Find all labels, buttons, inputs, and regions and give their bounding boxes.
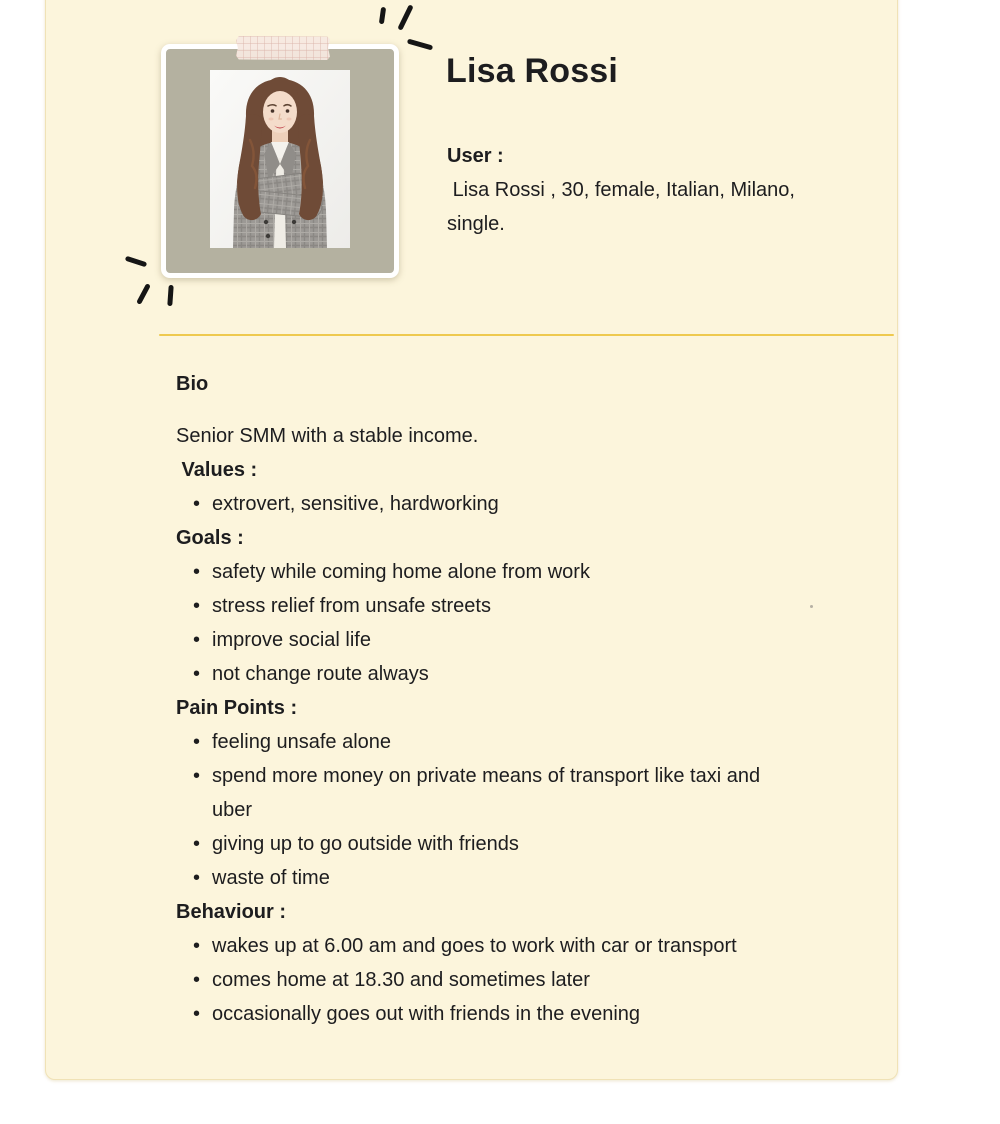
bio-section-label: Behaviour : (176, 901, 287, 923)
bio-list (176, 725, 898, 895)
bio-sections (176, 453, 898, 1031)
sparkle-doodle-bottom-left-icon (125, 256, 147, 268)
bio-intro: Senior SMM with a stable income. (176, 425, 479, 447)
section-divider (159, 334, 894, 336)
dust-speck (810, 605, 813, 608)
bio-item: • not change route always (176, 657, 792, 691)
bio-list (176, 929, 898, 1031)
sparkle-doodle-top-right-icon (379, 7, 386, 24)
user-text: Lisa Rossi , 30, female, Italian, Milano, single. (447, 179, 801, 235)
persona-photo (210, 70, 350, 248)
bio-list (176, 555, 898, 691)
user-summary (447, 139, 847, 241)
photo-frame (161, 44, 399, 278)
bio-item: • giving up to go outside with friends (176, 827, 792, 861)
page-title: Lisa Rossi (446, 52, 619, 90)
bio-item: • stress relief from unsafe streets (176, 589, 792, 623)
bio-item: • extrovert, sensitive, hardworking (176, 487, 792, 521)
bio-block (176, 370, 898, 1031)
sparkle-doodle-bottom-left-icon (167, 285, 173, 306)
bio-item: • feeling unsafe alone (176, 725, 792, 759)
washi-tape-icon (236, 36, 330, 60)
bio-list (176, 487, 898, 521)
bio-section-label: Values : (176, 459, 258, 481)
bio-heading: Bio (176, 373, 209, 395)
sparkle-doodle-top-right-icon (407, 39, 433, 51)
bio-item: • waste of time (176, 861, 792, 895)
bio-item: • safety while coming home alone from work (176, 555, 792, 589)
bio-item: • wakes up at 6.00 am and goes to work with car or transport (176, 929, 792, 963)
bio-section-label: Goals : (176, 527, 244, 549)
bio-item: • improve social life (176, 623, 792, 657)
sparkle-doodle-top-right-icon (397, 4, 413, 30)
bio-item: • occasionally goes out with friends in the evening (176, 997, 792, 1031)
bio-item: • spend more money on private means of transport like taxi and uber (176, 759, 792, 827)
bio-item: • comes home at 18.30 and sometimes later (176, 963, 792, 997)
user-label: User : (447, 145, 504, 167)
persona-card (45, 0, 898, 1080)
sparkle-doodle-bottom-left-icon (136, 283, 151, 305)
portrait-illustration (210, 70, 350, 248)
bio-section-label: Pain Points : (176, 697, 298, 719)
